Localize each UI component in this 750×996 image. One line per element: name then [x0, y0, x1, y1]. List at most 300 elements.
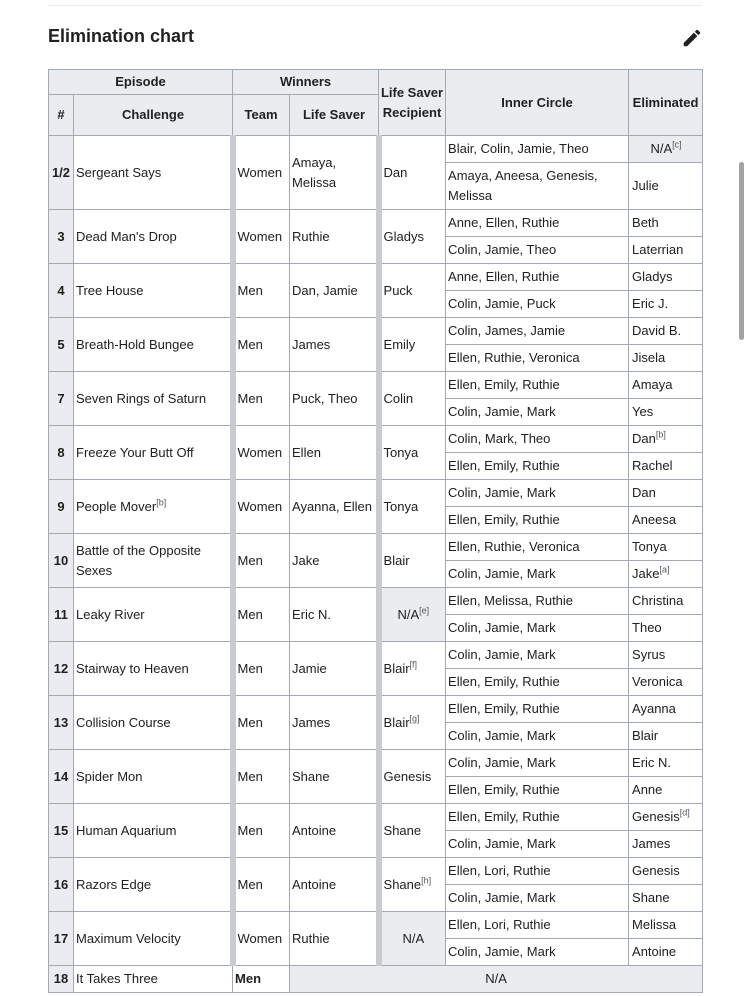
challenge-cell: [74, 210, 233, 264]
challenge-cell-text: Stairway to Heaven: [76, 660, 189, 676]
table-body: [49, 136, 703, 993]
team-cell: [233, 318, 290, 372]
recipient-cell: [379, 534, 446, 588]
inner-circle-cell: [446, 831, 629, 858]
top-divider: [48, 5, 702, 6]
recipient-cell-text: Colin: [383, 390, 414, 406]
table-row: [49, 318, 703, 345]
elimination-table: [48, 69, 703, 993]
recipient-cell-text: Puck: [383, 282, 413, 298]
eliminated-cell: [629, 210, 703, 237]
episode-number: [49, 696, 74, 750]
life-saver-cell-text: Jamie: [292, 660, 327, 676]
inner-circle-cell-text: Colin, Jamie, Puck: [448, 296, 556, 311]
eliminated-cell: [629, 777, 703, 804]
episode-number-text: 8: [57, 444, 65, 460]
eliminated-cell: [629, 534, 703, 561]
inner-circle-cell: [446, 588, 629, 615]
life-saver-cell: [290, 210, 379, 264]
inner-circle-cell: [446, 696, 629, 723]
eliminated-cell-text: Antoine: [632, 944, 677, 959]
inner-circle-cell-text: Colin, Jamie, Mark: [448, 944, 556, 959]
episode-number-text: 17: [53, 930, 69, 946]
eliminated-cell-text: Syrus: [632, 647, 666, 662]
life-saver-cell-text: Antoine: [292, 876, 337, 892]
inner-circle-cell-text: Colin, Mark, Theo: [448, 431, 551, 446]
team-cell: [233, 136, 290, 210]
inner-circle-cell: [446, 399, 629, 426]
inner-circle-cell-text: Ellen, Emily, Ruthie: [448, 782, 560, 797]
recipient-cell-text: Gladys: [383, 228, 424, 244]
team-cell: [233, 264, 290, 318]
challenge-cell-text: Breath-Hold Bungee: [76, 336, 194, 352]
eliminated-cell-text: Rachel: [632, 458, 673, 473]
episode-number-text: 5: [57, 336, 65, 352]
team-cell-text: Men: [237, 282, 263, 298]
challenge-cell-text: Battle of the Opposite Sexes: [76, 542, 202, 578]
team-cell: [233, 642, 290, 696]
eliminated-cell-text: Dan: [632, 485, 656, 500]
inner-circle-cell-text: Ellen, Emily, Ruthie: [448, 512, 560, 527]
inner-circle-cell-text: Colin, Jamie, Mark: [448, 890, 556, 905]
inner-circle-cell-text: Colin, Jamie, Mark: [448, 566, 556, 581]
challenge-cell-text: Razors Edge: [76, 876, 152, 892]
inner-circle-cell: [446, 777, 629, 804]
life-saver-cell: [290, 750, 379, 804]
recipient-cell-text: Shane: [383, 876, 422, 892]
recipient-cell-text: Blair: [383, 552, 410, 568]
recipient-cell-text: Tonya: [383, 444, 419, 460]
life-saver-cell-text: Ruthie: [292, 930, 330, 946]
team-cell: [233, 912, 290, 966]
footnote-ref[interactable]: [f]: [409, 659, 418, 670]
recipient-cell: [379, 372, 446, 426]
inner-circle-cell: [446, 561, 629, 588]
life-saver-cell-text: James: [292, 714, 331, 730]
inner-circle-cell: [446, 264, 629, 291]
recipient-cell-text: N/A: [402, 930, 425, 946]
episode-number: [49, 480, 74, 534]
team-cell: [233, 480, 290, 534]
team-cell: [233, 534, 290, 588]
inner-circle-cell-text: Colin, Jamie, Mark: [448, 836, 556, 851]
life-saver-cell: [290, 426, 379, 480]
scrollbar-thumb[interactable]: [739, 162, 744, 340]
eliminated-cell-text: Genesis: [632, 863, 680, 878]
eliminated-cell: [629, 750, 703, 777]
header-challenge: Challenge: [74, 95, 233, 136]
recipient-cell: [379, 696, 446, 750]
eliminated-cell-text: Amaya: [632, 377, 673, 392]
header-life-saver-recipient: Life Saver Recipient: [379, 70, 446, 136]
recipient-cell-text: Genesis: [383, 768, 432, 784]
episode-number: [49, 372, 74, 426]
team-cell-text: Men: [237, 714, 263, 730]
life-saver-cell-text: Ellen: [292, 444, 321, 460]
episode-number: [49, 318, 74, 372]
eliminated-cell: [629, 723, 703, 750]
eliminated-cell: [629, 291, 703, 318]
life-saver-cell: [290, 318, 379, 372]
recipient-cell: [379, 588, 446, 642]
footnote-ref[interactable]: [a]: [659, 564, 670, 575]
episode-number-text: 9: [57, 498, 65, 514]
team-cell: [233, 804, 290, 858]
inner-circle-cell: [446, 858, 629, 885]
table-row: [49, 642, 703, 669]
team-cell: [233, 750, 290, 804]
team-cell-text: Men: [237, 606, 263, 622]
recipient-cell: [379, 136, 446, 210]
inner-circle-cell-text: Colin, Jamie, Mark: [448, 647, 556, 662]
inner-circle-cell: [446, 723, 629, 750]
challenge-cell: [74, 642, 233, 696]
eliminated-cell: [629, 136, 703, 163]
life-saver-cell: [290, 136, 379, 210]
eliminated-cell: [629, 561, 703, 588]
inner-circle-cell: [446, 237, 629, 264]
episode-number: [49, 912, 74, 966]
inner-circle-cell: [446, 507, 629, 534]
eliminated-cell: [629, 642, 703, 669]
inner-circle-cell: [446, 136, 629, 163]
episode-number: [49, 750, 74, 804]
eliminated-cell-text: Eric J.: [632, 296, 669, 311]
life-saver-cell: [290, 534, 379, 588]
episode-number-text: 3: [57, 228, 65, 244]
eliminated-cell-text: Anne: [632, 782, 663, 797]
life-saver-cell: [290, 264, 379, 318]
challenge-cell: [74, 372, 233, 426]
recipient-cell: [379, 480, 446, 534]
footnote-ref[interactable]: [c]: [672, 139, 682, 150]
footnote-ref[interactable]: [e]: [419, 605, 430, 616]
team-cell: [233, 588, 290, 642]
eliminated-cell-text: Julie: [632, 178, 659, 193]
eliminated-cell: [629, 831, 703, 858]
challenge-cell-text: Sergeant Says: [76, 164, 162, 180]
eliminated-cell: [629, 885, 703, 912]
recipient-cell-text: Blair: [383, 660, 410, 676]
challenge-cell: [74, 264, 233, 318]
team-cell-text: Women: [237, 930, 283, 946]
inner-circle-cell: [446, 615, 629, 642]
episode-number: [49, 264, 74, 318]
challenge-cell: [74, 750, 233, 804]
inner-circle-cell: [446, 426, 629, 453]
challenge-cell-text: Maximum Velocity: [76, 930, 181, 946]
section-title: Elimination chart: [48, 26, 195, 46]
table-row: [49, 210, 703, 237]
eliminated-cell: [629, 237, 703, 264]
inner-circle-cell: [446, 372, 629, 399]
eliminated-cell-text: Theo: [632, 620, 662, 635]
recipient-cell-text: Shane: [383, 822, 422, 838]
eliminated-cell-text: Aneesa: [632, 512, 677, 527]
inner-circle-cell: [446, 885, 629, 912]
team-cell-text: Women: [237, 164, 283, 180]
inner-circle-cell-text: Colin, James, Jamie: [448, 323, 566, 338]
table-row: [49, 858, 703, 885]
eliminated-cell: [629, 912, 703, 939]
life-saver-cell-text: Jake: [292, 552, 320, 568]
life-saver-cell-text: James: [292, 336, 331, 352]
recipient-cell: [379, 210, 446, 264]
eliminated-cell: [629, 372, 703, 399]
eliminated-cell-text: Jake: [632, 566, 660, 581]
challenge-cell-text: People Mover: [76, 498, 157, 514]
team-cell: [233, 858, 290, 912]
episode-number-text: 15: [53, 822, 69, 838]
eliminated-cell-text: Tonya: [632, 539, 667, 554]
team-cell-text: Men: [237, 822, 263, 838]
life-saver-cell: [290, 804, 379, 858]
inner-circle-cell-text: Ellen, Ruthie, Veronica: [448, 539, 580, 554]
inner-circle-cell-text: Colin, Jamie, Mark: [448, 404, 556, 419]
challenge-cell-text: Tree House: [76, 282, 144, 298]
pencil-icon[interactable]: [681, 27, 703, 49]
episode-number-text: 13: [53, 714, 69, 730]
inner-circle-cell-text: Blair, Colin, Jamie, Theo: [448, 141, 589, 156]
header-life-saver: Life Saver: [290, 95, 379, 136]
challenge-cell: [74, 804, 233, 858]
challenge-cell: [74, 480, 233, 534]
eliminated-cell: [629, 507, 703, 534]
eliminated-cell: [629, 345, 703, 372]
life-saver-cell-text: Ayanna, Ellen: [292, 498, 373, 514]
recipient-cell: [379, 264, 446, 318]
challenge-cell: [74, 534, 233, 588]
recipient-cell: [379, 642, 446, 696]
eliminated-cell: [629, 480, 703, 507]
header-inner-circle: Inner Circle: [446, 70, 629, 136]
header-team: Team: [233, 95, 290, 136]
recipient-cell-text: Tonya: [383, 498, 419, 514]
eliminated-cell-text: Dan: [632, 431, 656, 446]
challenge-cell-text: Collision Course: [76, 714, 171, 730]
header-number: #: [49, 95, 74, 136]
header-winners: Winners: [233, 70, 379, 95]
recipient-cell: [379, 804, 446, 858]
inner-circle-cell-text: Anne, Ellen, Ruthie: [448, 269, 560, 284]
challenge-cell: [74, 696, 233, 750]
footnote-ref[interactable]: [d]: [679, 807, 690, 818]
team-cell: [233, 372, 290, 426]
inner-circle-cell-text: Ellen, Emily, Ruthie: [448, 458, 560, 473]
remaining-cells: [290, 966, 703, 993]
inner-circle-cell: [446, 318, 629, 345]
eliminated-cell: [629, 163, 703, 210]
table-row: [49, 588, 703, 615]
life-saver-cell: [290, 912, 379, 966]
life-saver-cell-text: Dan, Jamie: [292, 282, 358, 298]
challenge-cell-text: Spider Mon: [76, 768, 143, 784]
team-cell: [233, 210, 290, 264]
episode-number-text: 4: [57, 282, 65, 298]
eliminated-cell: [629, 588, 703, 615]
team-cell-text: Men: [237, 390, 263, 406]
life-saver-cell-text: Ruthie: [292, 228, 330, 244]
footnote-ref[interactable]: [b]: [655, 429, 666, 440]
recipient-cell-text: Blair: [383, 714, 410, 730]
life-saver-cell: [290, 696, 379, 750]
table-row: [49, 136, 703, 163]
eliminated-cell-text: Genesis: [632, 809, 680, 824]
inner-circle-cell: [446, 750, 629, 777]
inner-circle-cell-text: Colin, Jamie, Mark: [448, 755, 556, 770]
life-saver-cell: [290, 480, 379, 534]
inner-circle-cell: [446, 939, 629, 966]
eliminated-cell: [629, 858, 703, 885]
inner-circle-cell-text: Anne, Ellen, Ruthie: [448, 215, 560, 230]
eliminated-cell: [629, 453, 703, 480]
episode-number: [49, 642, 74, 696]
inner-circle-cell: [446, 642, 629, 669]
eliminated-cell: [629, 426, 703, 453]
episode-number-text: 1/2: [51, 164, 71, 180]
team-cell-text: Women: [237, 498, 283, 514]
eliminated-cell-text: N/A: [650, 141, 673, 156]
challenge-cell: [74, 966, 233, 993]
eliminated-cell: [629, 615, 703, 642]
life-saver-cell-text: Puck, Theo: [292, 390, 358, 406]
recipient-cell-text: Emily: [383, 336, 416, 352]
eliminated-cell: [629, 939, 703, 966]
life-saver-cell-text: Amaya, Melissa: [292, 154, 337, 190]
remaining-cells-text: N/A: [485, 971, 507, 986]
team-cell: [233, 966, 290, 993]
table-row: [49, 426, 703, 453]
inner-circle-cell: [446, 534, 629, 561]
eliminated-cell-text: Jisela: [632, 350, 666, 365]
eliminated-cell-text: Laterrian: [632, 242, 684, 257]
episode-number-text: 18: [53, 971, 69, 986]
episode-number-text: 7: [57, 390, 65, 406]
life-saver-cell: [290, 858, 379, 912]
eliminated-cell-text: Yes: [632, 404, 654, 419]
header-episode: Episode: [49, 70, 233, 95]
eliminated-cell: [629, 399, 703, 426]
episode-number: [49, 804, 74, 858]
life-saver-cell: [290, 372, 379, 426]
eliminated-cell-text: Veronica: [632, 674, 683, 689]
life-saver-cell-text: Antoine: [292, 822, 337, 838]
recipient-cell: [379, 750, 446, 804]
inner-circle-cell-text: Ellen, Lori, Ruthie: [448, 863, 551, 878]
inner-circle-cell-text: Ellen, Emily, Ruthie: [448, 377, 560, 392]
episode-number: [49, 588, 74, 642]
inner-circle-cell-text: Colin, Jamie, Mark: [448, 620, 556, 635]
episode-number-text: 11: [54, 606, 68, 622]
challenge-cell-text: Seven Rings of Saturn: [76, 390, 207, 406]
eliminated-cell-text: Gladys: [632, 269, 673, 284]
eliminated-cell: [629, 264, 703, 291]
inner-circle-cell-text: Colin, Jamie, Theo: [448, 242, 557, 257]
team-cell-text: Men: [237, 876, 263, 892]
inner-circle-cell-text: Amaya, Aneesa, Genesis, Melissa: [448, 168, 598, 203]
inner-circle-cell-text: Ellen, Lori, Ruthie: [448, 917, 551, 932]
footnote-ref[interactable]: [g]: [409, 713, 420, 724]
challenge-cell-text: Human Aquarium: [76, 822, 177, 838]
episode-number-text: 12: [53, 660, 69, 676]
eliminated-cell-text: Melissa: [632, 917, 677, 932]
inner-circle-cell: [446, 163, 629, 210]
life-saver-cell-text: Shane: [292, 768, 330, 784]
eliminated-cell-text: Eric N.: [632, 755, 672, 770]
life-saver-cell: [290, 642, 379, 696]
eliminated-cell-text: James: [632, 836, 671, 851]
team-cell-text: Men: [237, 336, 263, 352]
inner-circle-cell: [446, 453, 629, 480]
team-cell-text: Men: [235, 971, 262, 986]
eliminated-cell: [629, 318, 703, 345]
table-row: [49, 534, 703, 561]
eliminated-cell-text: Blair: [632, 728, 659, 743]
footnote-ref[interactable]: [h]: [421, 875, 432, 886]
episode-number-text: 16: [53, 876, 69, 892]
life-saver-cell: [290, 588, 379, 642]
inner-circle-cell: [446, 291, 629, 318]
team-cell-text: Women: [237, 444, 283, 460]
episode-number: [49, 534, 74, 588]
episode-number: [49, 210, 74, 264]
episode-number: [49, 858, 74, 912]
inner-circle-cell-text: Ellen, Ruthie, Veronica: [448, 350, 580, 365]
eliminated-cell: [629, 696, 703, 723]
recipient-cell: [379, 912, 446, 966]
table-row: [49, 750, 703, 777]
eliminated-cell-text: Ayanna: [632, 701, 676, 716]
team-cell-text: Men: [237, 660, 263, 676]
table-row: [49, 912, 703, 939]
team-cell-text: Men: [237, 768, 263, 784]
recipient-cell-text: N/A: [397, 606, 420, 622]
eliminated-cell-text: Shane: [632, 890, 670, 905]
inner-circle-cell-text: Ellen, Emily, Ruthie: [448, 674, 560, 689]
challenge-cell: [74, 318, 233, 372]
episode-number: [49, 966, 74, 993]
inner-circle-cell: [446, 912, 629, 939]
episode-number-text: 14: [53, 768, 69, 784]
footnote-ref[interactable]: [b]: [156, 497, 167, 508]
episode-number: [49, 426, 74, 480]
inner-circle-cell: [446, 804, 629, 831]
table-row: [49, 804, 703, 831]
challenge-cell-text: Freeze Your Butt Off: [76, 444, 194, 460]
inner-circle-cell: [446, 480, 629, 507]
life-saver-cell-text: Eric N.: [292, 606, 332, 622]
inner-circle-cell: [446, 345, 629, 372]
recipient-cell: [379, 318, 446, 372]
episode-number: [49, 136, 74, 210]
inner-circle-cell-text: Colin, Jamie, Mark: [448, 485, 556, 500]
inner-circle-cell: [446, 210, 629, 237]
recipient-cell: [379, 426, 446, 480]
episode-number-text: 10: [53, 552, 69, 568]
table-row: [49, 480, 703, 507]
table-row: [49, 696, 703, 723]
table-row: [49, 372, 703, 399]
eliminated-cell: [629, 804, 703, 831]
challenge-cell: [74, 588, 233, 642]
team-cell-text: Men: [237, 552, 263, 568]
header-eliminated: Eliminated: [629, 70, 703, 136]
challenge-cell: [74, 426, 233, 480]
inner-circle-cell-text: Colin, Jamie, Mark: [448, 728, 556, 743]
eliminated-cell-text: David B.: [632, 323, 682, 338]
inner-circle-cell: [446, 669, 629, 696]
recipient-cell-text: Dan: [383, 164, 408, 180]
